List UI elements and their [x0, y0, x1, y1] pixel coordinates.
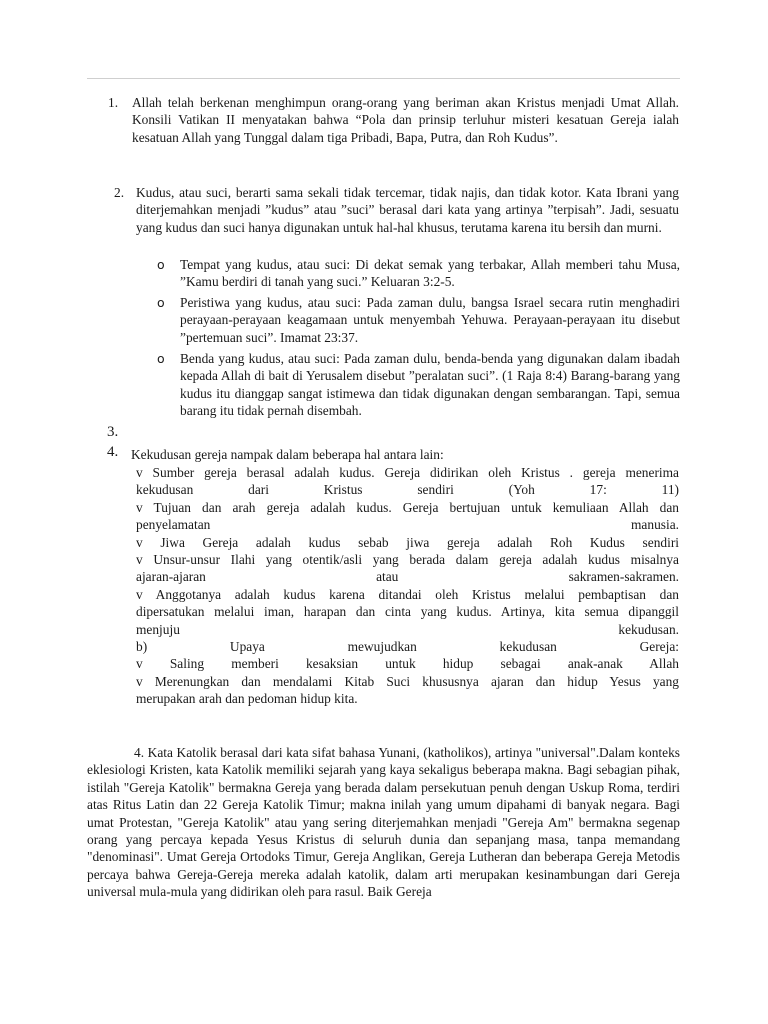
- item-number: 2.: [114, 185, 125, 200]
- text-line: ajaran-ajaran atau sakramen-sakramen.: [136, 569, 679, 585]
- text-line: menjuju kekudusan.: [136, 621, 679, 637]
- text-line: v Sumber gereja berasal adalah kudus. Gereja didirikan oleh Kristus . gereja menerima: [136, 465, 679, 480]
- text-line: penyelamatan manusia.: [136, 517, 679, 533]
- item-number: 4.: [107, 444, 119, 460]
- text-line: v Tujuan dan arah gereja adalah kudus. Gereja bertujuan untuk kemuliaan Allah dan: [136, 499, 679, 515]
- item-intro: Kekudusan gereja nampak dalam beberapa hal antara lain:: [131, 447, 444, 462]
- text-line: v Jiwa Gereja adalah kudus sebab jiwa gereja adalah Roh Kudus sendiri: [136, 534, 679, 550]
- item-text: Allah telah berkenan menghimpun orang-orang yang beriman akan Kristus menjadi Umat Allah. Konsili Vatikan II menyatakan bahwa “Pola dan prinsip terluhur misteri kesatuan Gereja ialah kesatuan Allah yang Tunggal dalam tiga Pribadi, Bapa, Putra, dan Roh Kudus”.: [132, 95, 679, 145]
- item-number: 3.: [107, 424, 119, 440]
- text-line: kekudusan dari Kristus sendiri (Yoh 17: 11): [136, 482, 679, 498]
- item-number: 1.: [108, 95, 119, 110]
- text-line: v Anggotanya adalah kudus karena ditandai oleh Kristus melalui pembaptisan dan: [136, 586, 679, 602]
- bullet-marker: o: [157, 295, 165, 310]
- bullet-text: Tempat yang kudus, atau suci: Di dekat semak yang terbakar, Allah memberi tahu Musa, ”Kamu berdiri di tanah yang suci.” Keluaran 3:2-5.: [180, 257, 680, 290]
- text-line: v Saling memberi kesaksian untuk hidup sebagai anak-anak Allah: [136, 656, 679, 672]
- bullet-text: Peristiwa yang kudus, atau suci: Pada zaman dulu, bangsa Israel secara rutin menghadiri perayaan-perayaan keagamaan untuk menyembah Yehuwa. Perayaan-perayaan itu disebut ”pertemuan suci”. Imamat 23:37.: [180, 295, 680, 345]
- page-top-rule: [87, 78, 680, 79]
- text-line: merupakan arah dan pedoman hidup kita.: [136, 691, 358, 707]
- text-line: v Merenungkan dan mendalami Kitab Suci khususnya ajaran dan hidup Yesus yang: [136, 673, 679, 689]
- bullet-marker: o: [157, 351, 165, 366]
- bullet-text: Benda yang kudus, atau suci: Pada zaman dulu, benda-benda yang digunakan dalam ibadah kepada Allah di bait di Yerusalem disebut ”peralatan suci”. (1 Raja 8:4) Barang-barang yang kudus itu dianggap sangat istimewa dan tidak digunakan dengan sembarangan. Tapi, semua barang itu tidak pernah disembah.: [180, 351, 680, 419]
- text-line: b) Upaya mewujudkan kekudusan Gereja:: [136, 639, 679, 655]
- closing-paragraph: 4. Kata Katolik berasal dari kata sifat bahasa Yunani, (katholikos), artinya "universal".Dalam konteks eklesiologi Kristen, kata Katolik memiliki sejarah yang kaya sekaligus beberapa makna. Bagi sebagian pihak, istilah "Gereja Katolik" bermakna Gereja yang berada dalam persekutuan penuh dengan Uskup Roma, terdiri atas Ritus Latin dan 22 Gereja Katolik Timur; makna inilah yang umum dipahami di banyak negara. Bagi umat Protestan, "Gereja Katolik" atau yang sering diterjemahkan menjadi "Gereja Am" bermakna segenap orang yang percaya kepada Yesus Kristus di seluruh dunia dan sepanjang masa, tanpa memandang "denominasi". Umat Gereja Ortodoks Timur, Gereja Anglikan, Gereja Lutheran dan beberapa Gereja Metodis percaya bahwa Gereja-Gereja mereka adalah katolik, dalam arti merupakan kesinambungan dari Gereja universal mula-mula yang didirikan oleh para rasul. Baik Gereja: [87, 745, 680, 900]
- item-text: Kudus, atau suci, berarti sama sekali tidak tercemar, tidak najis, dan tidak kotor. Kata Ibrani yang diterjemahkan menjadi ”kudus” atau ”suci” berasal dari kata yang artinya ”terpisah”. Jadi, sesuatu yang kudus dan suci hanya digunakan untuk hal-hal khusus, terutama karena itu bersih dan murni.: [136, 185, 679, 235]
- item-lines: [136, 464, 679, 708]
- bullet-marker: o: [157, 257, 165, 272]
- text-line: dipersatukan melalui iman, harapan dan cinta yang kudus. Artinya, kita semua dipanggil: [136, 604, 679, 620]
- text-line: v Unsur-unsur Ilahi yang otentik/asli yang berada dalam gereja adalah kudus misalnya: [136, 552, 679, 568]
